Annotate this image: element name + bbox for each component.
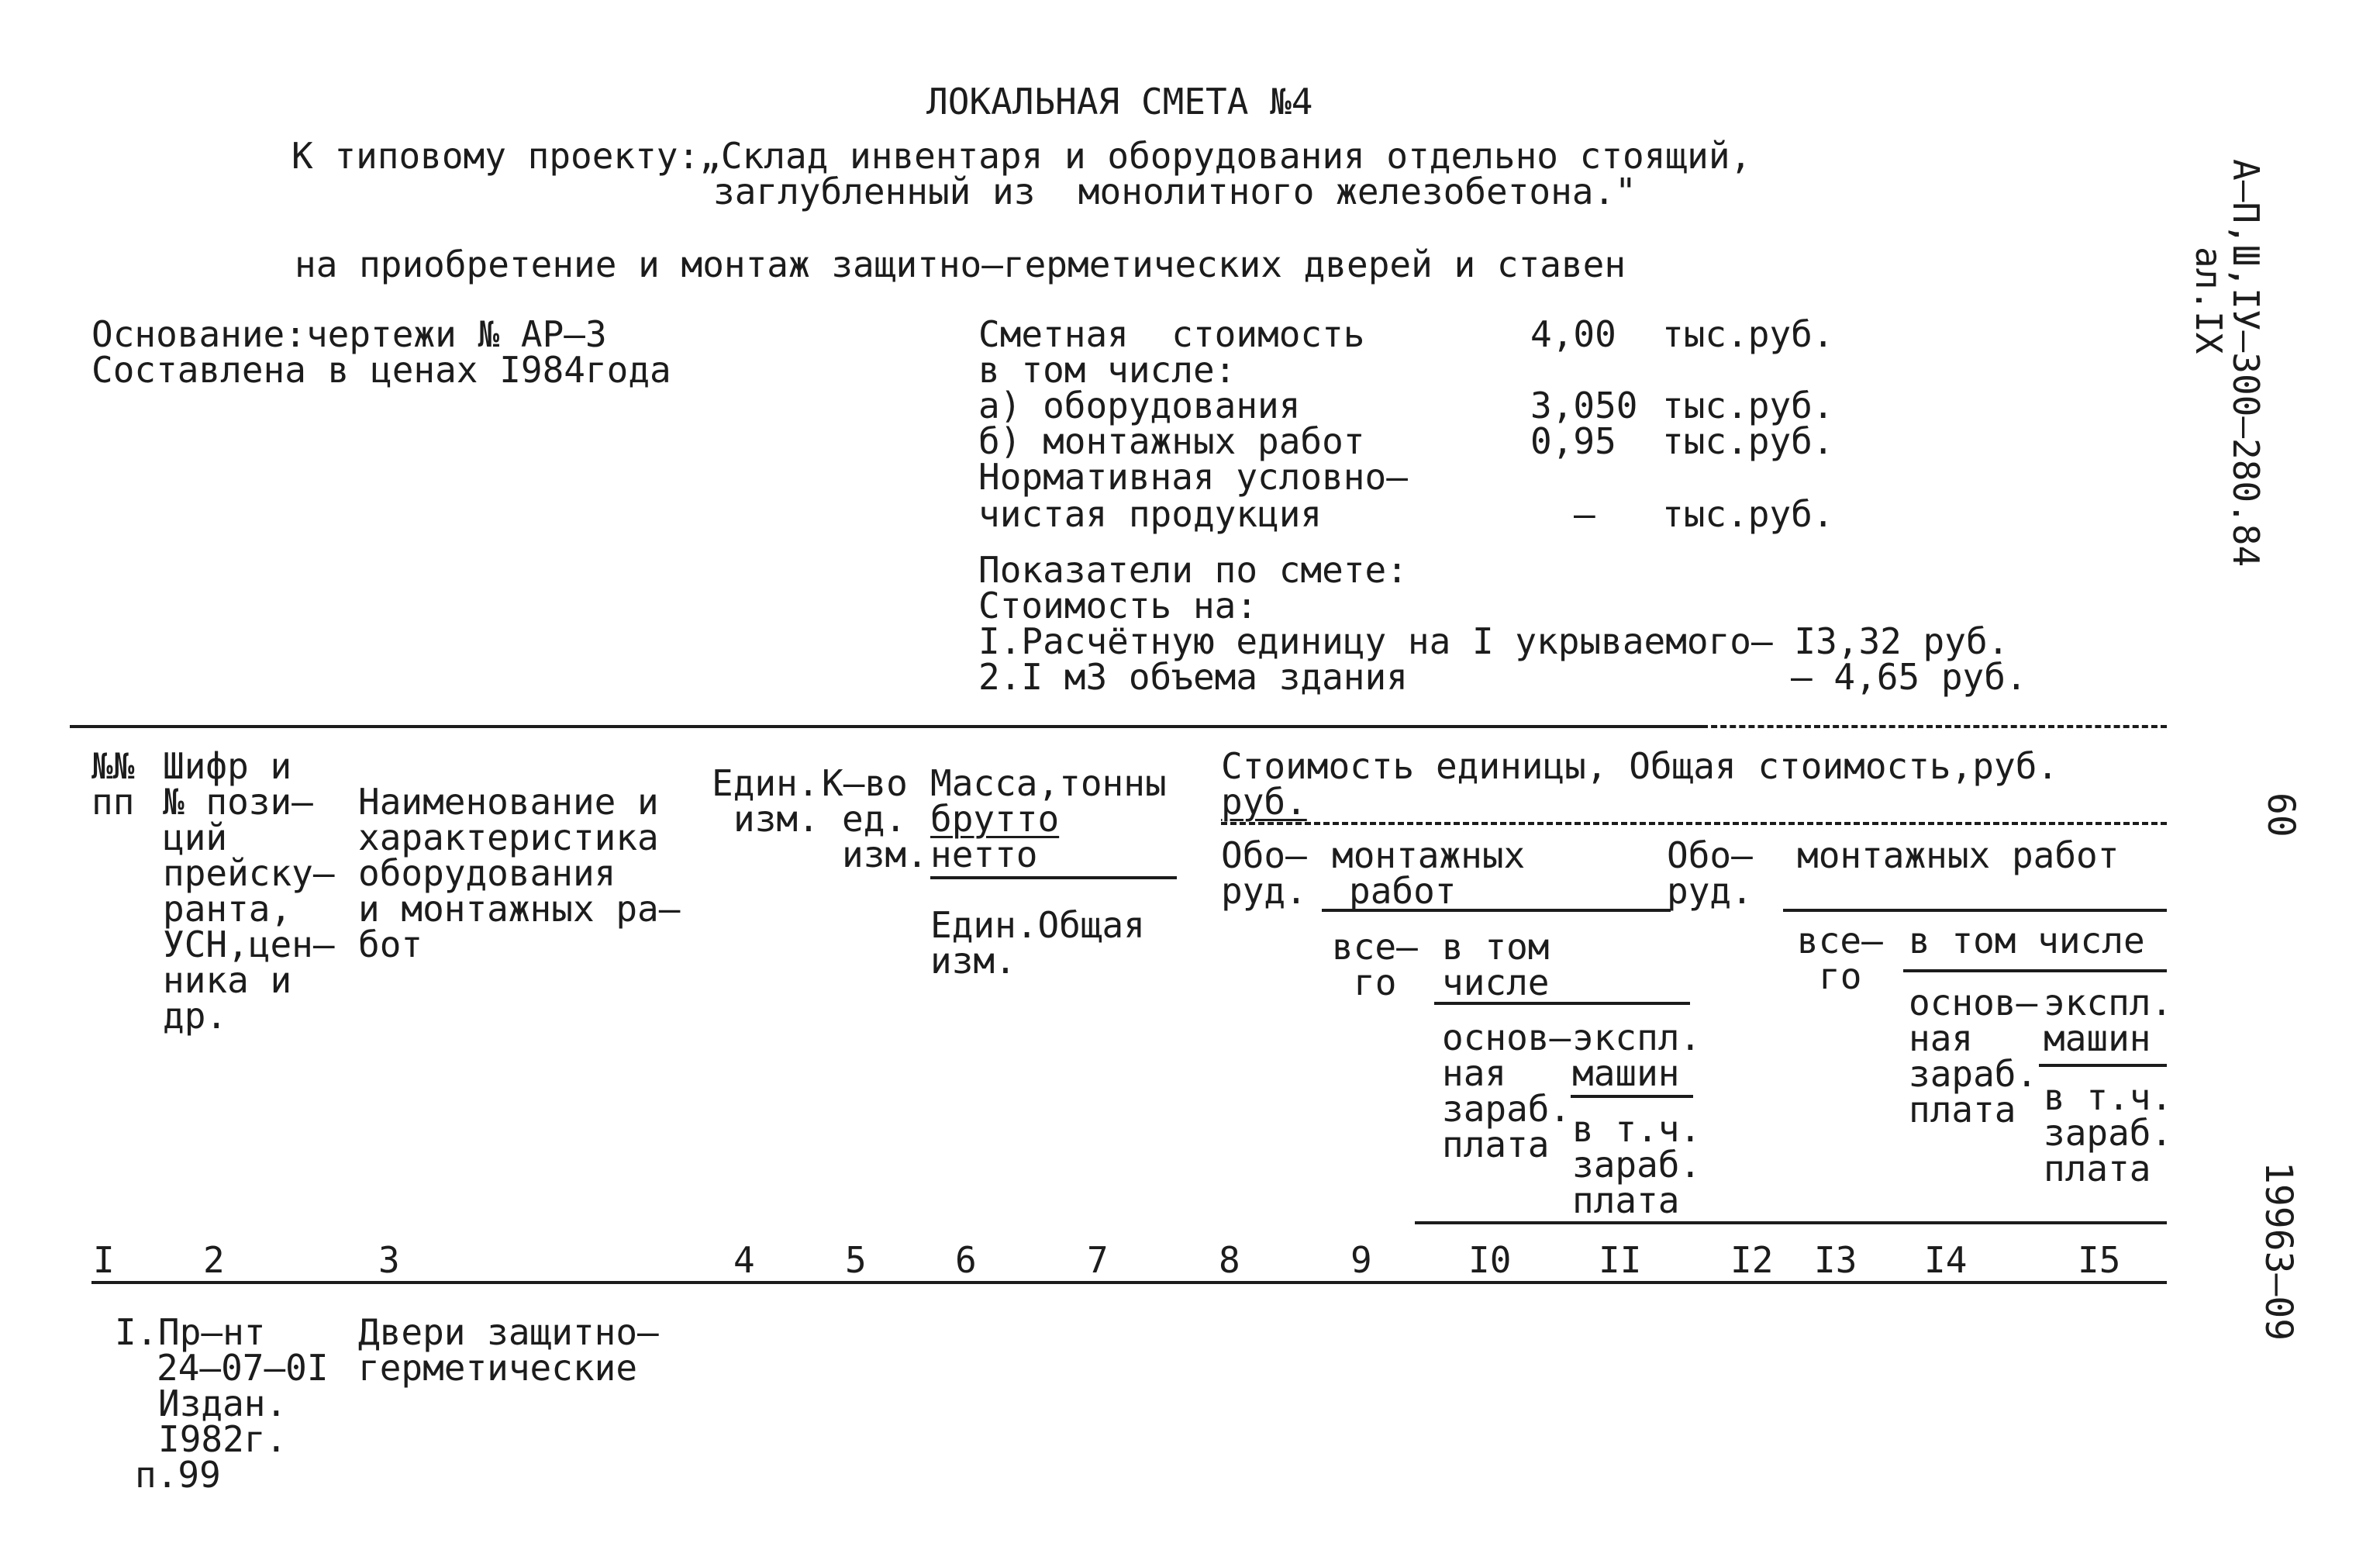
mass-rule <box>930 876 1177 879</box>
side-doc-number: 19963–09 <box>2257 1162 2300 1341</box>
header-total-incl: в том числе <box>1909 920 2145 961</box>
side-code-line-2: ал.IХ <box>2188 247 2230 354</box>
column-number: 9 <box>1350 1239 1372 1281</box>
column-number: I <box>93 1239 115 1281</box>
header-unit-mount-works: работ <box>1349 870 1457 912</box>
header-unit-total: все– го <box>1332 926 1418 1003</box>
document-title: ЛОКАЛЬНАЯ СМЕТА №4 <box>926 81 1313 123</box>
header-total-machines: экспл. машин <box>2044 982 2173 1059</box>
header-bottom-rule <box>1415 1221 2167 1224</box>
indicator-item-2-value: – 4,65 руб. <box>1791 656 2027 698</box>
unit-machines-rule <box>1571 1095 1693 1098</box>
header-total-mount-title: монтажных работ <box>1797 834 2120 876</box>
column-number-rule <box>91 1281 2167 1284</box>
cost-label-4: Нормативная условно– <box>978 456 1408 498</box>
column-number: I5 <box>2078 1239 2121 1281</box>
indicator-item-1: I.Расчётную единицу на I укрываемого– I3,32 руб. <box>978 620 2009 662</box>
table-top-rule-dashed <box>1702 725 2167 728</box>
header-unit-equipment: Обо– руд. <box>1221 834 1307 912</box>
header-unit-mount-title: монтажных <box>1332 834 1526 876</box>
row-code: Пр–нт 24–07–0I Издан. I982г. п.99 <box>135 1311 329 1496</box>
total-incl-rule <box>1903 969 2167 972</box>
row-number: I. <box>115 1311 158 1353</box>
cost-value-2: 3,050 <box>1530 385 1638 426</box>
header-total-basic-wage: основ– ная зараб. плата <box>1909 982 2038 1131</box>
cost-value-0: 4,00 <box>1530 313 1616 355</box>
side-page-number: 60 <box>2259 792 2302 837</box>
header-mass: Масса,тонны брутто нетто <box>930 762 1167 875</box>
project-line-2: заглубленный из монолитного железобетона." <box>713 171 1637 212</box>
basis-prices: Составлена в ценах I984года <box>91 349 671 391</box>
basis-drawings: Основание:чертежи № АР–3 <box>91 313 607 355</box>
column-number: 5 <box>845 1239 867 1281</box>
column-number: 7 <box>1087 1239 1109 1281</box>
header-total-incl-wage: в т.ч. зараб. плата <box>2044 1076 2173 1189</box>
column-number: II <box>1599 1239 1642 1281</box>
project-line-1: К типовому проекту:„Склад инвентаря и оборудования отдельно стоящий, <box>291 135 1752 177</box>
column-number: I2 <box>1730 1239 1774 1281</box>
header-col-1: №№ пп <box>91 745 135 823</box>
cost-subheader-rule <box>1221 822 2167 825</box>
cost-value-3: 0,95 <box>1530 420 1616 462</box>
column-number: 2 <box>203 1239 225 1281</box>
column-number: I3 <box>1814 1239 1857 1281</box>
column-number: 3 <box>378 1239 400 1281</box>
cost-label-3: б) монтажных работ <box>978 420 1365 462</box>
header-unit-machines: экспл. машин <box>1572 1017 1702 1094</box>
column-number: I0 <box>1468 1239 1512 1281</box>
table-top-rule <box>70 725 1702 728</box>
cost-label-0: Сметная стоимость <box>978 313 1365 355</box>
header-total-total: все– го <box>1797 920 1883 997</box>
cost-unit-2: тыс.руб. <box>1662 385 1834 426</box>
header-col-4: Един. изм. <box>712 762 819 840</box>
indicator-item-2: 2.I м3 объема здания <box>978 656 1408 698</box>
indicators-subheading: Стоимость на: <box>978 585 1258 627</box>
cost-value-5: – <box>1574 493 1595 535</box>
header-unit-incl-wage: в т.ч. зараб. плата <box>1572 1108 1702 1221</box>
header-col-2: Шифр и № пози– ций прейску– ранта, УСН,цен– ника и др. <box>163 745 335 1037</box>
header-col-3: Наименование и характеристика оборудования и монтажных ра– бот <box>358 781 681 965</box>
header-total-equipment: Обо– руд. <box>1667 834 1753 912</box>
header-col-5: К–во ед. изм. <box>822 762 928 875</box>
indicators-heading: Показатели по смете: <box>978 549 1408 591</box>
cost-label-1: в том числе: <box>978 349 1237 391</box>
cost-unit-5: тыс.руб. <box>1662 493 1834 535</box>
cost-label-5: чистая продукция <box>978 493 1323 535</box>
cost-unit-3: тыс.руб. <box>1662 420 1834 462</box>
column-number: I4 <box>1924 1239 1968 1281</box>
header-mass-units: Един.Общая изм. <box>930 904 1145 982</box>
column-number: 6 <box>955 1239 977 1281</box>
header-cost-title: Стоимость единицы, Общая стоимость,руб. <box>1221 745 2059 787</box>
column-number: 4 <box>733 1239 755 1281</box>
column-number: 8 <box>1219 1239 1240 1281</box>
total-machines-rule <box>2039 1064 2167 1067</box>
header-unit-incl: в том числе <box>1442 926 1550 1003</box>
cost-label-2: а) оборудования <box>978 385 1301 426</box>
estimate-purpose: на приобретение и монтаж защитно–герметических дверей и ставен <box>295 243 1626 285</box>
total-mount-rule <box>1783 909 2167 912</box>
side-code-line-1: А–П,Ш,IУ–300–280.84 <box>2225 159 2267 568</box>
header-cost-rub: руб. <box>1221 781 1307 823</box>
row-name: Двери защитно– герметические <box>358 1311 659 1389</box>
header-unit-basic-wage: основ– ная зараб. плата <box>1442 1017 1571 1165</box>
cost-unit-0: тыс.руб. <box>1662 313 1834 355</box>
